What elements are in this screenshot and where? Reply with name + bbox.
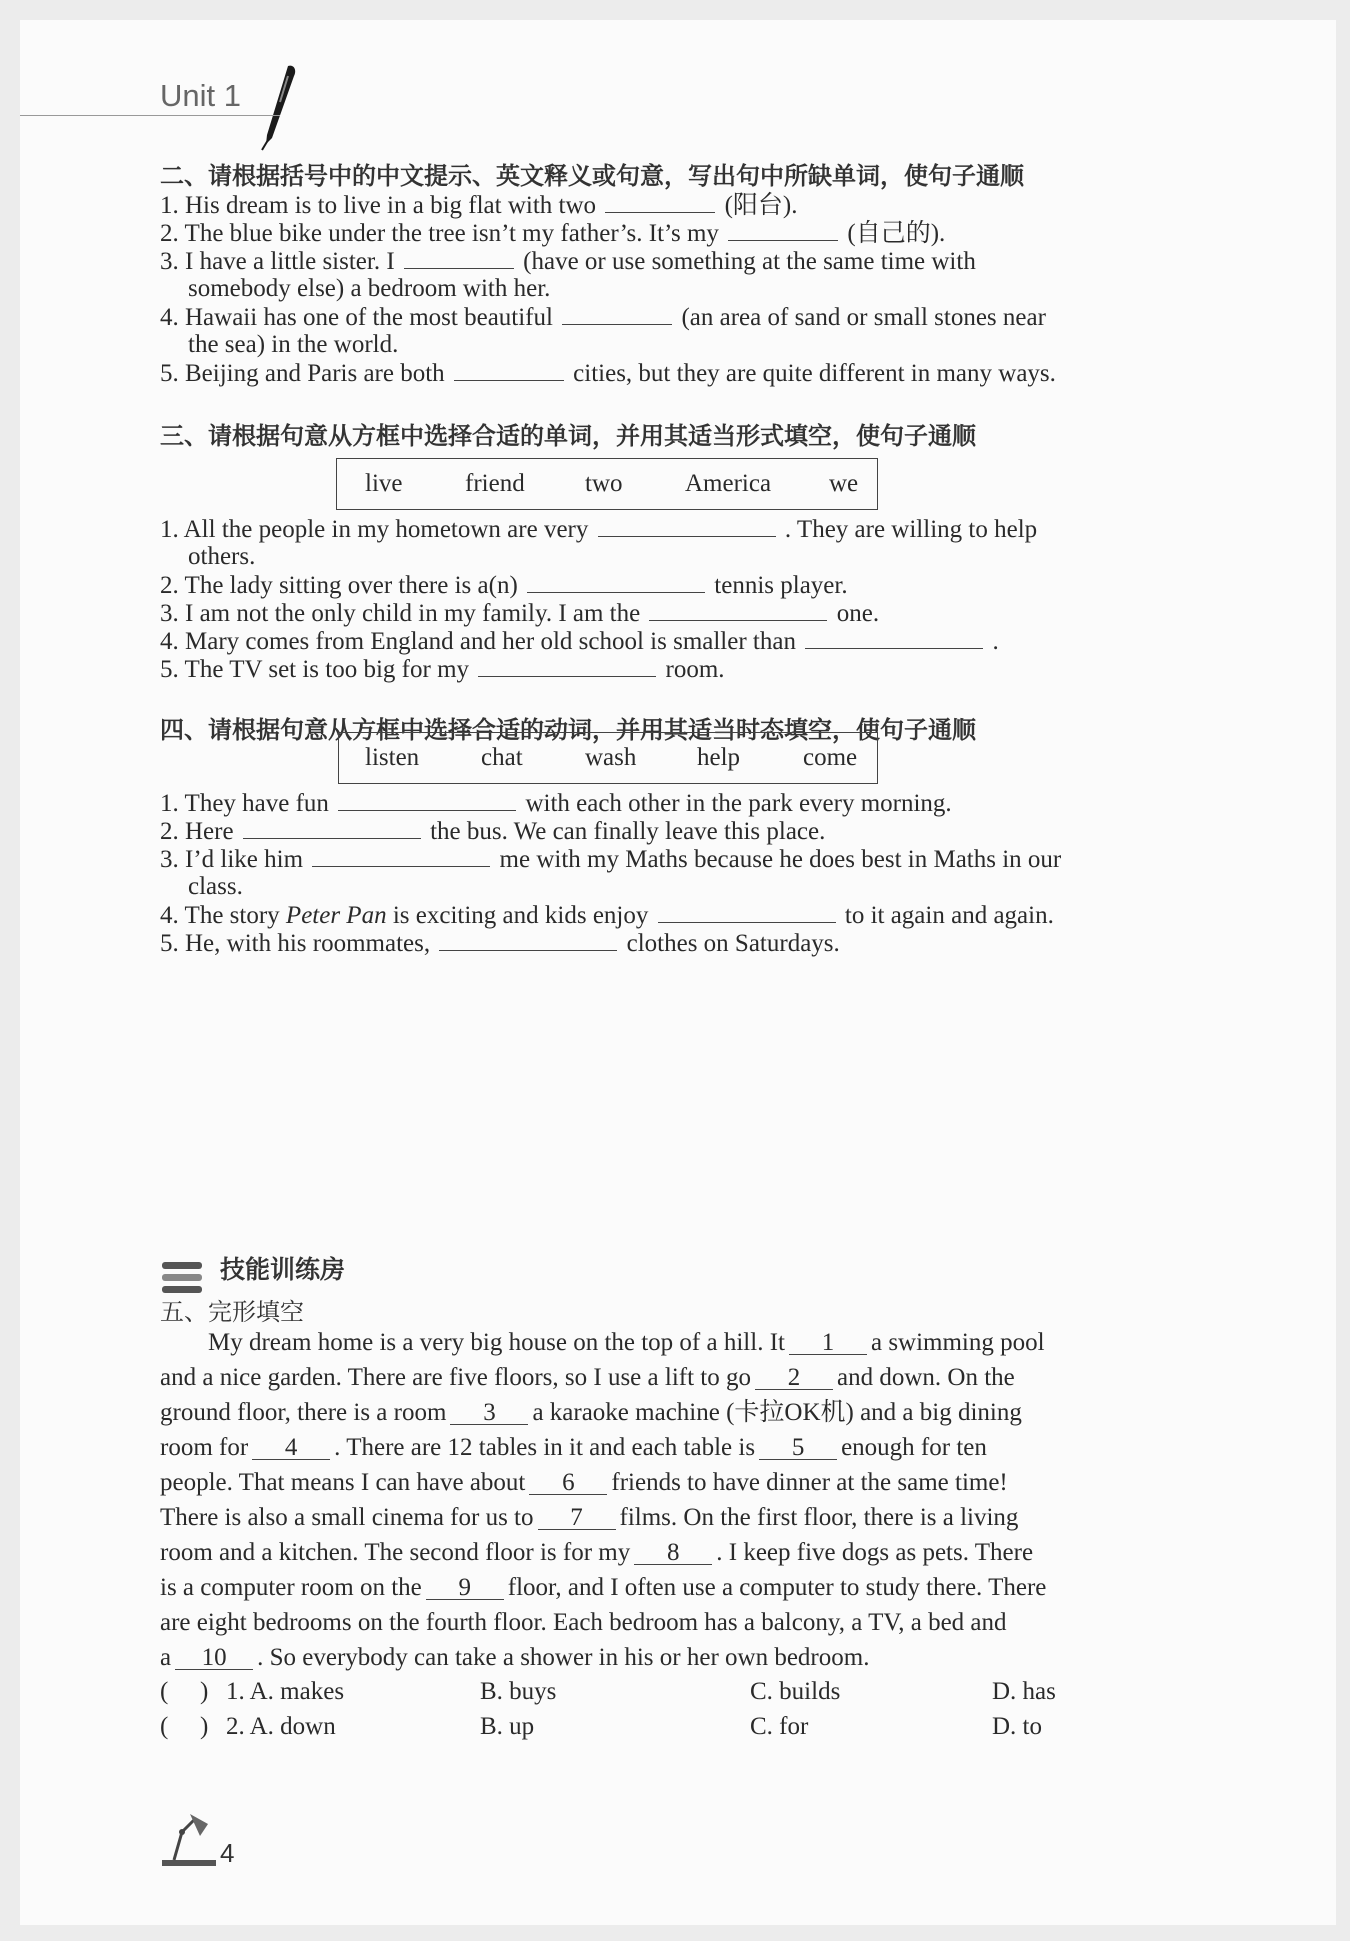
s2-item-2-text: 2. The blue bike under the tree isn’t my father’s. It’s my: [160, 220, 719, 247]
option-c[interactable]: C. builds: [750, 1678, 841, 1705]
s3-item-3-rest: one.: [836, 600, 880, 627]
cloze-blank-1[interactable]: 1: [789, 1328, 867, 1355]
s4-word-5: come: [803, 744, 858, 771]
cloze-blank-2[interactable]: 2: [755, 1363, 833, 1390]
s2-item-3: [160, 246, 976, 277]
s3-item-1-text: 1. All the people in my hometown are very: [160, 516, 589, 543]
s3-item-3: [160, 598, 879, 629]
passage-text: a: [160, 1644, 172, 1671]
worksheet-page: [20, 20, 1336, 1925]
s3-item-5: [160, 654, 725, 685]
s2-item-1-text: 1. His dream is to live in a big flat with two: [160, 192, 597, 219]
s4-item-4: [160, 900, 1054, 931]
s2-item-4-hint: (an area of sand or small stones near: [681, 304, 1046, 331]
answer-paren-close: ): [200, 1678, 209, 1705]
passage-text: room for: [160, 1434, 249, 1461]
s4-item-5: [160, 928, 840, 959]
skills-section-icon: [160, 1260, 206, 1296]
option-b[interactable]: B. buys: [480, 1678, 557, 1705]
s2-item-1-blank[interactable]: [605, 190, 715, 213]
option-row-1: [160, 1678, 1160, 1708]
passage-text: people. That means I can have about: [160, 1469, 526, 1496]
passage-text: and down. On the: [836, 1364, 1015, 1391]
section5-heading: 五、完形填空: [160, 1298, 304, 1326]
pen-icon: [258, 62, 298, 152]
s2-item-1: [160, 190, 797, 221]
passage-text: are eight bedrooms on the fourth floor. Each bedroom has a balcony, a TV, a bed and: [160, 1609, 1007, 1636]
s4-word-3: wash: [585, 744, 637, 771]
s4-item-2-blank[interactable]: [243, 816, 421, 839]
s3-item-5-blank[interactable]: [478, 654, 656, 677]
cloze-blank-5[interactable]: 5: [759, 1433, 837, 1460]
s3-word-5: we: [829, 470, 859, 497]
unit-title: Unit 1: [160, 78, 241, 113]
passage-text: There is also a small cinema for us to: [160, 1504, 534, 1531]
s4-item-4-rest: to it again and again.: [844, 902, 1054, 929]
skills-section-title: 技能训练房: [220, 1255, 346, 1284]
s4-item-5-blank[interactable]: [439, 928, 617, 951]
s4-item-2-text: 2. Here: [160, 818, 234, 845]
s3-item-4-blank[interactable]: [805, 626, 983, 649]
s3-item-2-text: 2. The lady sitting over there is a(n): [160, 572, 518, 599]
section2-heading: 二、请根据括号中的中文提示、英文释义或句意，写出句中所缺单词，使句子通顺: [160, 162, 1024, 190]
s4-item-1-blank[interactable]: [338, 788, 516, 811]
s2-item-3-blank[interactable]: [404, 246, 514, 269]
answer-paren-close: ): [200, 1713, 209, 1740]
passage-text: floor, and I often use a computer to study there. There: [507, 1574, 1047, 1601]
s4-item-2: [160, 816, 825, 847]
cloze-blank-9[interactable]: 9: [426, 1573, 504, 1600]
passage-text: a swimming pool: [870, 1329, 1045, 1356]
s3-item-4-rest: .: [992, 628, 999, 655]
s4-word-1: listen: [365, 744, 420, 771]
s2-item-5: [160, 358, 1056, 389]
s3-item-1-cont: others.: [188, 543, 256, 570]
s2-item-2-hint: (自己的).: [847, 220, 946, 247]
passage-text: ground floor, there is a room: [160, 1399, 447, 1426]
s3-item-2-blank[interactable]: [527, 570, 705, 593]
s3-item-5-rest: room.: [665, 656, 725, 683]
answer-paren-open[interactable]: (: [160, 1678, 169, 1705]
passage-text: a karaoke machine (卡拉OK机) and a big dining: [532, 1399, 1022, 1426]
s2-item-3-text: 3. I have a little sister. I: [160, 248, 395, 275]
option-c[interactable]: C. for: [750, 1713, 809, 1740]
page-number: 4: [220, 1838, 235, 1868]
section4-heading: 四、请根据句意从方框中选择合适的动词，并用其适当时态填空，使句子通顺: [160, 716, 976, 744]
cloze-blank-3[interactable]: 3: [450, 1398, 528, 1425]
s4-word-box: [338, 732, 878, 784]
s4-item-3-cont: class.: [188, 873, 243, 900]
passage-text: is a computer room on the: [160, 1574, 422, 1601]
cloze-blank-8[interactable]: 8: [634, 1538, 712, 1565]
s4-word-2: chat: [481, 744, 523, 771]
s4-item-1-rest: with each other in the park every morning.: [525, 790, 952, 817]
s4-item-3: [160, 844, 1061, 875]
s2-item-5-blank[interactable]: [454, 358, 564, 381]
header-rule: [20, 115, 280, 116]
s4-item-3-rest: me with my Maths because he does best in Maths in our: [499, 846, 1062, 873]
passage-text: room and a kitchen. The second floor is for my: [160, 1539, 631, 1566]
s4-item-5-rest: clothes on Saturdays.: [626, 930, 840, 957]
s2-item-4-cont: the sea) in the world.: [188, 331, 399, 358]
s2-item-1-hint: (阳台).: [724, 192, 798, 219]
cloze-blank-6[interactable]: 6: [529, 1468, 607, 1495]
option-d[interactable]: D. to: [992, 1713, 1042, 1740]
option-b[interactable]: B. up: [480, 1713, 535, 1740]
passage-line-10: [160, 1643, 869, 1673]
passage-text: . I keep five dogs as pets. There: [716, 1539, 1034, 1566]
option-a[interactable]: 1. A. makes: [226, 1678, 345, 1705]
s3-item-3-blank[interactable]: [649, 598, 827, 621]
passage-line-3: [160, 1398, 1022, 1428]
s4-item-5-text: 5. He, with his roommates,: [160, 930, 431, 957]
s3-word-2: friend: [465, 470, 525, 497]
s2-item-5-rest: cities, but they are quite different in many ways.: [573, 360, 1056, 387]
s3-word-1: live: [365, 470, 403, 497]
s3-item-2: [160, 570, 848, 601]
passage-text: enough for ten: [841, 1434, 987, 1461]
s2-item-4-text: 4. Hawaii has one of the most beautiful: [160, 304, 553, 331]
s4-item-1-text: 1. They have fun: [160, 790, 329, 817]
passage-line-7: [160, 1538, 1033, 1568]
s3-item-3-text: 3. I am not the only child in my family. I am the: [160, 600, 641, 627]
s3-word-4: America: [685, 470, 772, 497]
passage-line-1: [208, 1328, 1045, 1358]
s3-item-1-rest: . They are willing to help: [784, 516, 1038, 543]
s3-item-5-text: 5. The TV set is too big for my: [160, 656, 470, 683]
cloze-blank-10[interactable]: 10: [175, 1643, 253, 1670]
s4-item-4-text2: is exciting and kids enjoy: [392, 902, 649, 929]
option-d[interactable]: D. has: [992, 1678, 1056, 1705]
s4-word-4: help: [697, 744, 741, 771]
option-row-2: [160, 1713, 1160, 1743]
desk-lamp-icon: [160, 1810, 220, 1870]
s2-item-5-text: 5. Beijing and Paris are both: [160, 360, 445, 387]
s4-item-3-blank[interactable]: [312, 844, 490, 867]
s3-item-1: [160, 514, 1037, 545]
passage-line-8: [160, 1573, 1046, 1603]
passage-line-2: [160, 1363, 1015, 1393]
s2-item-2: [160, 218, 945, 249]
s3-word-box: [336, 458, 878, 510]
passage-line-6: [160, 1503, 1018, 1533]
cloze-blank-7[interactable]: 7: [538, 1503, 616, 1530]
s4-item-2-rest: the bus. We can finally leave this place.: [430, 818, 826, 845]
s3-item-4-text: 4. Mary comes from England and her old school is smaller than: [160, 628, 796, 655]
s4-item-1: [160, 788, 952, 819]
option-a[interactable]: 2. A. down: [226, 1713, 336, 1740]
answer-paren-open[interactable]: (: [160, 1713, 169, 1740]
section3-heading: 三、请根据句意从方框中选择合适的单词，并用其适当形式填空，使句子通顺: [160, 422, 976, 450]
s3-item-4: [160, 626, 999, 657]
s3-item-1-blank[interactable]: [598, 514, 776, 537]
s4-item-4-title: Peter Pan: [285, 902, 387, 929]
passage-text: friends to have dinner at the same time!: [611, 1469, 1008, 1496]
passage-text: films. On the first floor, there is a living: [619, 1504, 1019, 1531]
s2-item-2-blank[interactable]: [728, 218, 838, 241]
passage-text: . There are 12 tables in it and each table is: [334, 1434, 756, 1461]
s4-item-4-blank[interactable]: [658, 900, 836, 923]
s3-item-2-rest: tennis player.: [714, 572, 848, 599]
s2-item-4: [160, 302, 1046, 333]
passage-text: . So everybody can take a shower in his or her own bedroom.: [257, 1644, 870, 1671]
cloze-blank-4[interactable]: 4: [252, 1433, 330, 1460]
s2-item-4-blank[interactable]: [562, 302, 672, 325]
s4-item-4-text: 4. The story: [160, 902, 280, 929]
passage-text: My dream home is a very big house on the top of a hill. It: [208, 1329, 785, 1356]
passage-text: and a nice garden. There are five floors, so I use a lift to go: [160, 1364, 751, 1391]
passage-line-9: [160, 1608, 1007, 1638]
s3-word-3: two: [585, 470, 623, 497]
s2-item-3-hint: (have or use something at the same time with: [523, 248, 976, 275]
passage-line-5: [160, 1468, 1008, 1498]
passage-line-4: [160, 1433, 987, 1463]
s4-item-3-text: 3. I’d like him: [160, 846, 304, 873]
s2-item-3-cont: somebody else) a bedroom with her.: [188, 275, 551, 302]
